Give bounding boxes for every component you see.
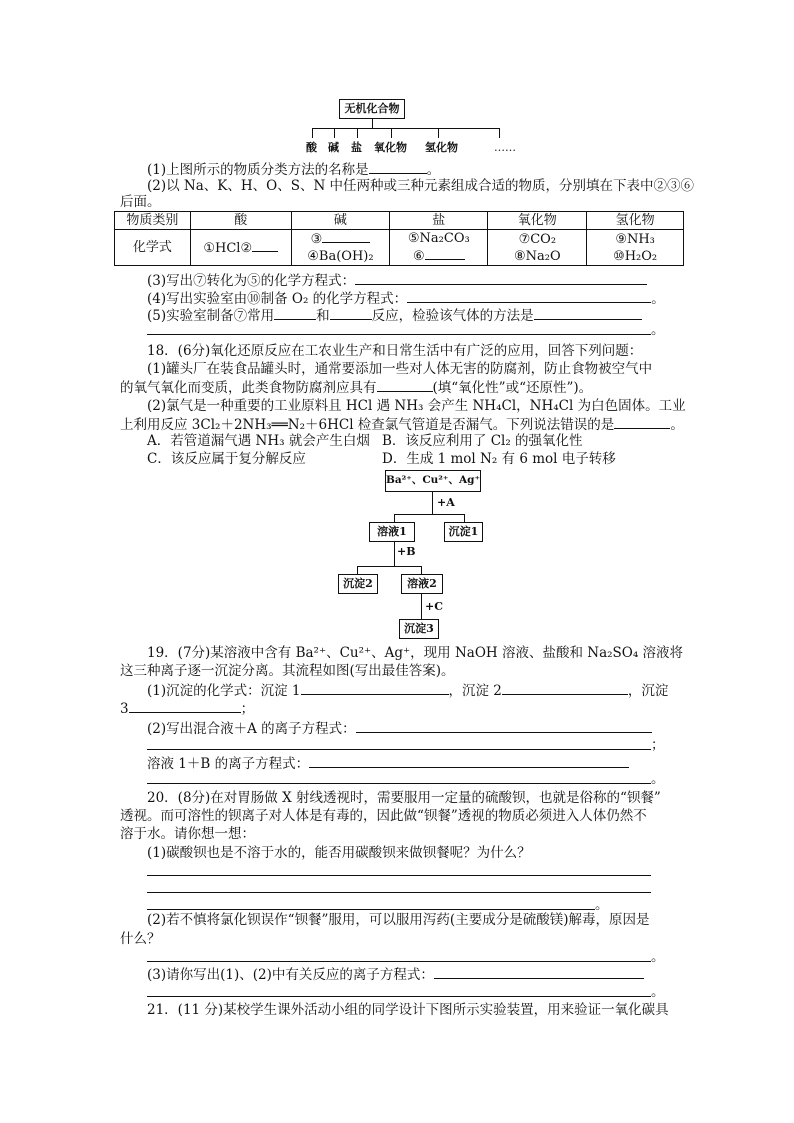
table-header-row xyxy=(115,212,684,230)
q21-intro: 21．(11 分)某校学生课外活动小组的同学设计下图所示实验装置，用来验证一氧化碳具 xyxy=(147,1002,669,1018)
q20-period-2: 。 xyxy=(651,949,665,965)
q17-answer-blank-4[interactable] xyxy=(407,290,651,303)
q17-answer-blank-1[interactable] xyxy=(369,161,427,174)
flow-ions-box: Ba²⁺、Cu²⁺、Ag⁺ xyxy=(385,470,481,492)
q19-answer-line-eq2[interactable] xyxy=(147,783,651,784)
tree-leg-etc xyxy=(499,128,500,138)
q19-semicolon: ； xyxy=(651,737,665,753)
q19-part1: (1)沉淀的化学式：沉淀 1 ，沉淀 2 ，沉淀 xyxy=(147,683,669,699)
tree-leg-oxide xyxy=(391,128,392,138)
q20-part3: (3)请你写出(1)、(2)中有关反应的离子方程式： xyxy=(147,966,644,983)
q17-part2-line1: (2)以 Na、K、H、O、S、N 中任两种或三种元素组成合适的物质，分别填在下表中②③⑥ xyxy=(147,178,695,194)
flow-precipitate-2: 沉淀2 xyxy=(338,574,378,594)
tree-leg-hydride xyxy=(438,128,439,138)
flow-arrow-b xyxy=(394,542,395,567)
q17-part2-line2: 后面。 xyxy=(120,194,161,210)
q18-intro: 18．(6分)氧化还原反应在工农业生产和日常生活中有广泛的应用，回答下列问题： xyxy=(147,343,643,359)
tree-leg-base xyxy=(334,128,335,138)
q20-part1: (1)碳酸钡也是不溶于水的，能否用碳酸钡来做钡餐呢？为什么？ xyxy=(147,845,531,861)
q19-blank-ppt2[interactable] xyxy=(502,682,628,695)
q17-answer-line[interactable] xyxy=(147,334,651,335)
table-header-cell: 碱 xyxy=(291,212,390,230)
q19-answer-line-eq1[interactable] xyxy=(147,749,651,750)
tree-child-etc: …… xyxy=(494,141,516,154)
q20-intro-line2: 透视。而可溶性的钡离子对人体是有毒的，因此做“钡餐”透视的物质必须进入人体仍然不 xyxy=(120,808,647,824)
table-cell-acid: ①HCl② xyxy=(190,230,291,266)
q20-period-3: 。 xyxy=(651,984,665,1000)
table-cell-hydride: ⑨NH₃ ⑩H₂O₂ xyxy=(587,230,684,266)
flow-to-sol2 xyxy=(421,566,422,574)
q17-answer-blank-5c[interactable] xyxy=(534,307,642,320)
flow-precipitate-3: 沉淀3 xyxy=(399,619,439,639)
q18-option-c: C．该反应属于复分解反应 xyxy=(147,451,306,467)
table-cell-oxide: ⑦CO₂ ⑧Na₂O xyxy=(488,230,587,266)
tree-root: 无机化合物 xyxy=(339,99,405,119)
tree-child-salt: 盐 xyxy=(351,141,362,154)
q18-part1-line2: 的氧气氧化而变质，此类食物防腐剂应具有 (填“氧化性”或“还原性”)。 xyxy=(120,380,593,396)
flow-add-a-label: +A xyxy=(437,496,455,509)
q19-intro-line2: 这三种离子逐一沉淀分离。其流程如图(写出最佳答案)。 xyxy=(120,663,455,679)
table-header-cell: 酸 xyxy=(190,212,291,230)
flow-split-b xyxy=(357,566,421,567)
table-header-cell: 物质类别 xyxy=(115,212,191,230)
q17-end-period: 。 xyxy=(651,322,665,338)
q18-part2-line1: (2)氯气是一种重要的工业原料且 HCl 遇 NH₃ 会产生 NH₄Cl，NH₄Cl 为白色固体。工业 xyxy=(147,398,686,414)
tree-child-oxide: 氧化物 xyxy=(374,141,407,154)
flow-to-ppt1 xyxy=(464,514,465,522)
tree-stem xyxy=(372,119,373,128)
q20-answer-line-2[interactable] xyxy=(147,961,651,962)
flow-precipitate-1: 沉淀1 xyxy=(444,522,483,542)
q18-part2-line2: 上利用反应 3Cl₂＋2NH₃══N₂＋6HCl 检查氯气管道是否漏气。下列说法错误的是 。 xyxy=(120,417,684,433)
salt-blank[interactable] xyxy=(425,247,465,260)
q20-answer-line-1a[interactable] xyxy=(147,875,651,876)
q20-answer-line-3[interactable] xyxy=(147,996,651,997)
q19-part3: 溶液 1＋B 的离子方程式： xyxy=(147,755,629,772)
flow-solution-1: 溶液1 xyxy=(369,522,415,542)
q19-blank-eq1[interactable] xyxy=(356,720,652,733)
table-row-label: 化学式 xyxy=(115,230,191,266)
flow-add-b-label: +B xyxy=(397,545,416,558)
base-blank[interactable] xyxy=(322,230,370,243)
q19-part2: (2)写出混合液＋A 的离子方程式： xyxy=(147,720,652,737)
flow-solution-2: 溶液2 xyxy=(401,574,443,594)
q18-option-d: D．生成 1 mol N₂ 有 6 mol 电子转移 xyxy=(382,451,616,467)
q17-answer-blank-3[interactable] xyxy=(355,272,647,285)
q20-answer-line-1b[interactable] xyxy=(147,892,651,893)
table-cell-base: ③ ④Ba(OH)₂ xyxy=(291,230,390,266)
tree-child-hydride: 氢化物 xyxy=(425,141,458,154)
tree-leg-acid xyxy=(312,128,313,138)
q20-intro-line3: 溶于水。请你想一想： xyxy=(120,826,255,842)
flow-to-ppt2 xyxy=(357,566,358,574)
q19-part1-cont: 3 ； xyxy=(120,701,255,717)
table-row xyxy=(115,230,684,266)
q20-period-1: 。 xyxy=(595,897,609,913)
q18-part1-line1: (1)罐头厂在装食品罐头时，通常要添加一些对人体无害的防腐剂，防止食物被空气中 xyxy=(147,361,653,377)
q18-option-a: A．若管道漏气遇 NH₃ 就会产生白烟 xyxy=(147,433,370,449)
flow-add-c-label: +C xyxy=(425,600,443,613)
acid-blank[interactable] xyxy=(252,239,278,252)
q20-part2-line2: 什么？ xyxy=(120,931,161,947)
q17-part5: (5)实验室制备⑦常用 和 反应，检验该气体的方法是 xyxy=(147,307,642,324)
q20-part2-line1: (2)若不慎将氯化钡误作“钡餐”服用，可以服用泻药(主要成分是硫酸镁)解毒，原因是 xyxy=(147,912,650,928)
tree-child-acid: 酸 xyxy=(306,141,317,154)
flow-arrow-c xyxy=(421,594,422,619)
q20-intro-line1: 20．(8分)在对胃肠做 X 射线透视时，需要服用一定量的硫酸钡，也就是俗称的“钡餐” xyxy=(147,790,661,806)
table-header-cell: 盐 xyxy=(390,212,488,230)
q18-answer-blank-1[interactable] xyxy=(377,379,433,392)
q19-blank-eq2[interactable] xyxy=(309,755,629,768)
q19-end-period: 。 xyxy=(651,771,665,787)
q18-option-b: B．该反应利用了 Cl₂ 的强氧化性 xyxy=(382,433,583,449)
q17-part4: (4)写出实验室由⑩制备 O₂ 的化学方程式： 。 xyxy=(147,291,665,307)
table-header-cell: 氧化物 xyxy=(488,212,587,230)
q17-answer-blank-5a[interactable] xyxy=(274,307,316,320)
q20-blank-eq[interactable] xyxy=(434,966,644,979)
tree-leg-salt xyxy=(357,128,358,138)
table-header-cell: 氢化物 xyxy=(587,212,684,230)
tree-branch-line xyxy=(312,128,500,129)
q18-answer-blank-2[interactable] xyxy=(614,416,670,429)
table-cell-salt: ⑤Na₂CO₃ ⑥ xyxy=(390,230,488,266)
q20-answer-line-1c[interactable] xyxy=(147,909,595,910)
flow-split-a xyxy=(394,514,464,515)
flow-arrow-a xyxy=(432,492,433,515)
q17-answer-blank-5b[interactable] xyxy=(330,307,372,320)
q17-part1: (1)上图所示的物质分类方法的名称是 。 xyxy=(147,162,441,178)
q19-blank-ppt1[interactable] xyxy=(301,682,449,695)
q19-blank-ppt3[interactable] xyxy=(129,700,241,713)
q17-part3: (3)写出⑦转化为⑤的化学方程式： xyxy=(147,272,647,289)
tree-child-base: 碱 xyxy=(328,141,339,154)
q19-intro-line1: 19．(7分)某溶液中含有 Ba²⁺、Cu²⁺、Ag⁺，现用 NaOH 溶液、盐酸和 Na₂SO₄ 溶液将 xyxy=(147,645,684,661)
classification-table xyxy=(114,211,684,266)
flow-to-sol1 xyxy=(394,514,395,522)
